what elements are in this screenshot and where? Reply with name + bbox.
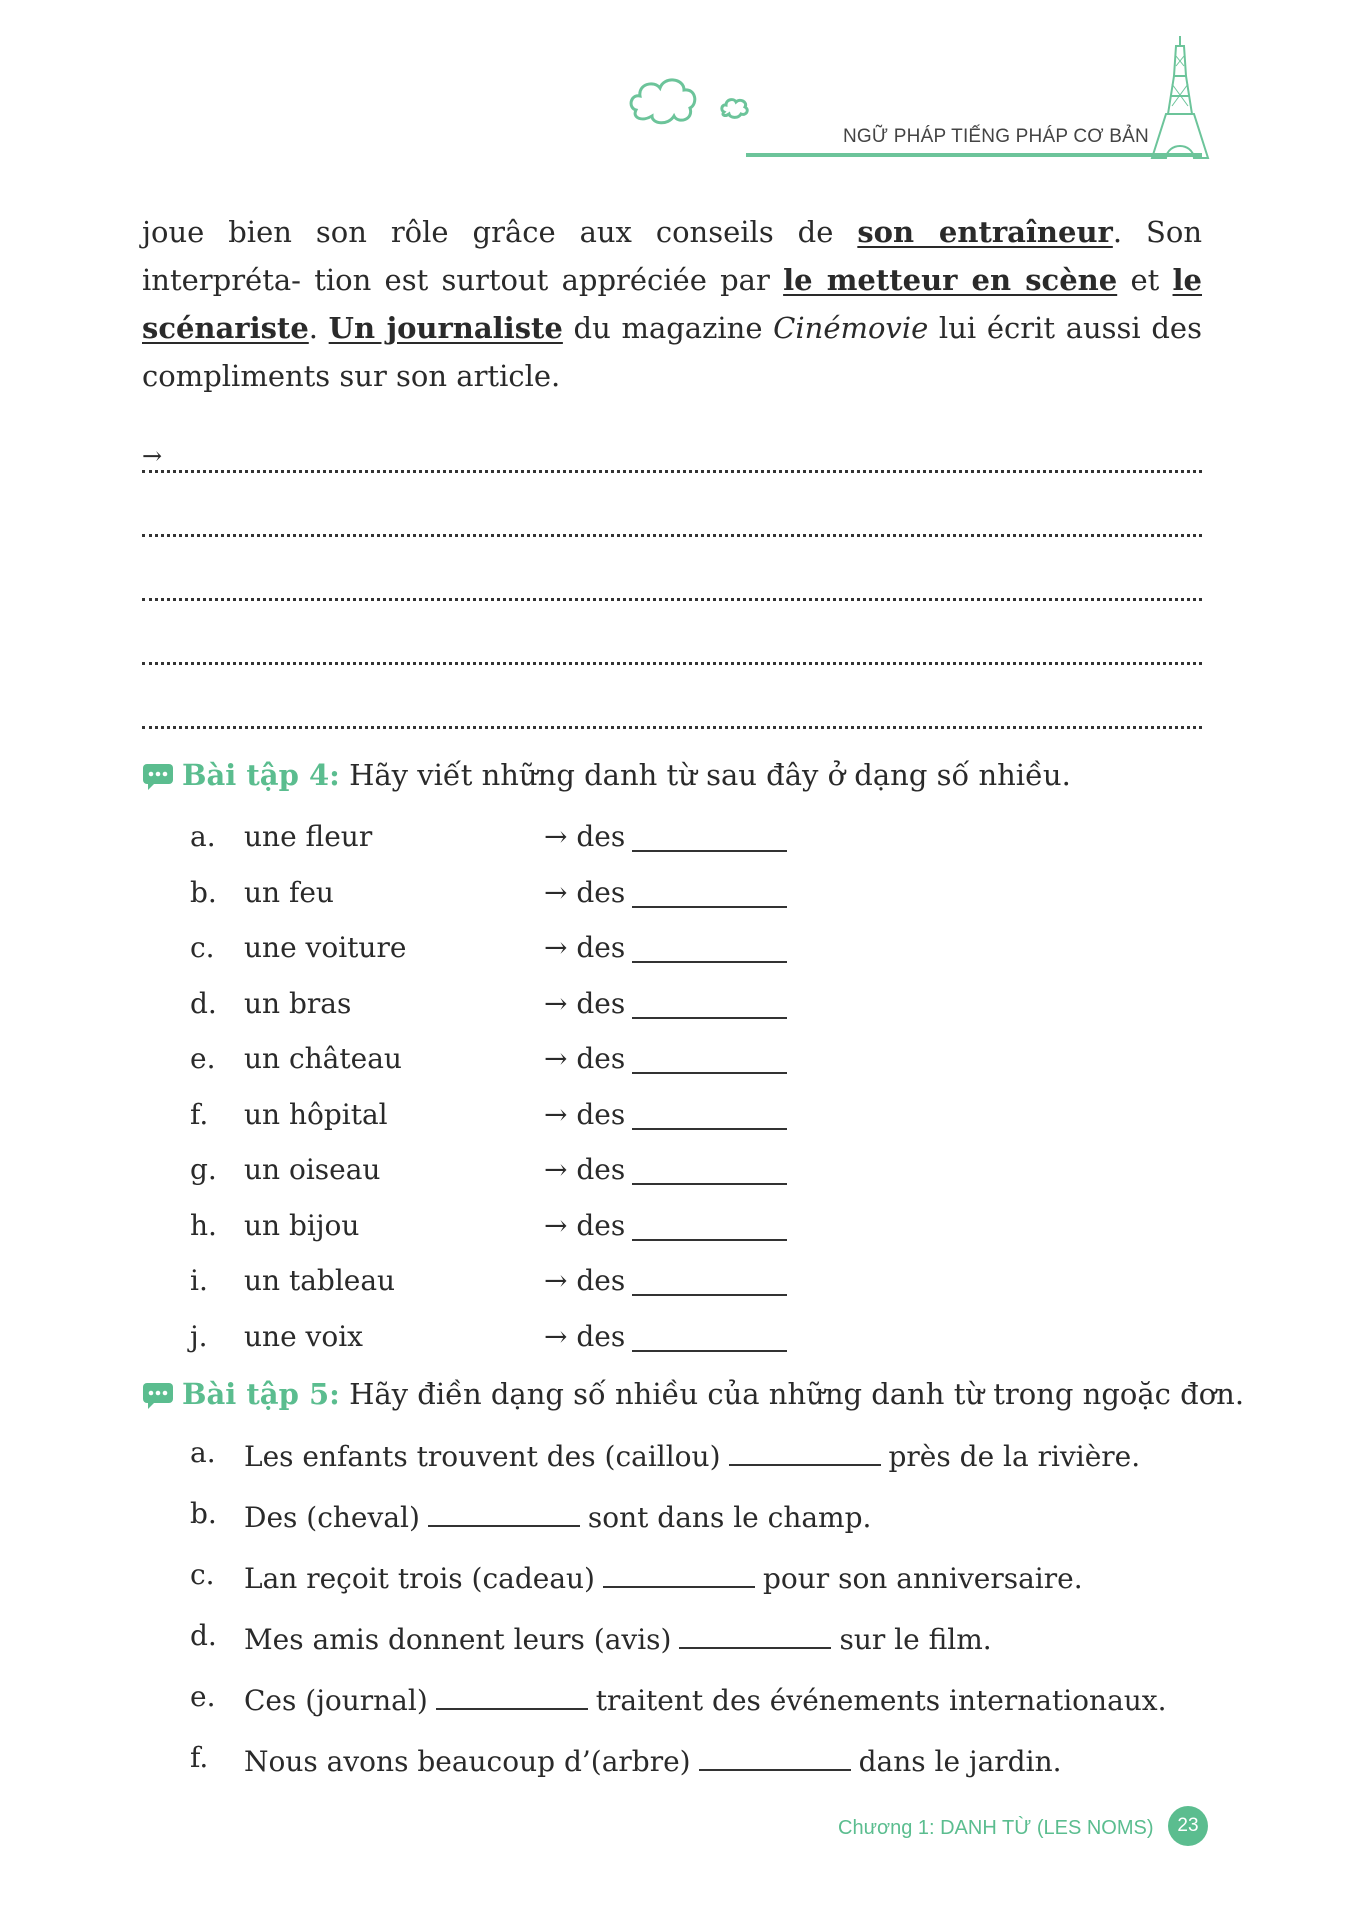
answer-blank[interactable]	[632, 1128, 787, 1130]
answer-blank[interactable]	[632, 906, 787, 908]
sentence-end: traitent des événements internationaux.	[595, 1684, 1167, 1717]
answer-blank[interactable]	[603, 1558, 755, 1588]
item-word: une fleur	[244, 820, 373, 853]
item-word: un tableau	[244, 1264, 396, 1297]
sentence-end: sont dans le champ.	[587, 1501, 872, 1534]
item-arrow: → des	[544, 1153, 626, 1186]
sentence-start: Des (cheval)	[244, 1501, 420, 1534]
answer-arrow: →	[142, 442, 166, 470]
item-word: un château	[244, 1042, 402, 1075]
underlined-noun: le scénariste	[142, 263, 1202, 345]
item-letter: c.	[190, 931, 215, 964]
answer-blank[interactable]	[632, 961, 787, 963]
item-word: un oiseau	[244, 1153, 381, 1186]
item-word: un bijou	[244, 1208, 360, 1242]
list-item	[190, 1209, 890, 1265]
paragraph-text: lui écrit aussi des compliments sur son article.	[142, 311, 1202, 393]
eiffel-tower-icon	[1150, 36, 1210, 160]
list-item	[190, 1153, 890, 1209]
list-item	[190, 876, 890, 932]
paragraph-text: et	[1117, 263, 1173, 297]
sentence-end: pour son anniversaire.	[762, 1562, 1083, 1595]
underlined-noun: Un journaliste	[328, 311, 563, 345]
sentence-start: Mes amis donnent leurs (avis)	[244, 1623, 672, 1656]
cloud-icon	[628, 72, 758, 132]
item-arrow: → des	[544, 1042, 626, 1075]
item-letter: f.	[190, 1741, 209, 1774]
answer-line[interactable]	[142, 504, 1202, 537]
sentence-end: près de la rivière.	[888, 1440, 1141, 1473]
answer-blank[interactable]	[679, 1619, 831, 1649]
list-item	[190, 1320, 890, 1376]
list-item	[190, 1264, 890, 1320]
item-letter: h.	[190, 1208, 217, 1242]
chapter-footer: Chương 1: DANH TỪ (LES NOMS)	[838, 1817, 1154, 1839]
list-item	[190, 1619, 1210, 1680]
answer-line[interactable]	[142, 440, 1202, 473]
item-word: une voix	[244, 1319, 363, 1353]
item-word: une voiture	[244, 931, 407, 964]
exercise-4-heading	[142, 758, 1071, 792]
item-letter: f.	[190, 1097, 209, 1131]
item-arrow: → des	[544, 1097, 626, 1131]
sentence-start: Lan reçoit trois (cadeau)	[244, 1562, 595, 1595]
list-item	[190, 1680, 1210, 1741]
list-item	[190, 1741, 1210, 1802]
answer-blank[interactable]	[632, 1072, 787, 1074]
page-number: 23	[1168, 1806, 1208, 1846]
exercise-paragraph	[142, 208, 1202, 400]
list-item	[190, 987, 890, 1043]
answer-blank[interactable]	[632, 1350, 787, 1352]
answer-blank[interactable]	[428, 1497, 580, 1527]
item-letter: b.	[190, 875, 217, 909]
header-divider	[746, 153, 1202, 157]
answer-blank[interactable]	[632, 1294, 787, 1296]
answer-line[interactable]	[142, 568, 1202, 601]
item-letter: i.	[190, 1264, 208, 1297]
sentence-end: dans le jardin.	[858, 1745, 1062, 1778]
paragraph-text: . Son interpréta- tion est surtout appréciée par	[142, 215, 1202, 297]
book-title: NGỮ PHÁP TIẾNG PHÁP CƠ BẢN	[843, 126, 1149, 147]
item-letter: d.	[190, 986, 217, 1020]
underlined-noun: le metteur en scène	[783, 263, 1118, 297]
sentence-start: Nous avons beaucoup d’(arbre)	[244, 1745, 691, 1778]
list-item	[190, 1042, 890, 1098]
page-header	[0, 0, 1355, 170]
exercise-5-label: Bài tập 5:	[182, 1377, 340, 1411]
exercise-4-label: Bài tập 4:	[182, 758, 340, 792]
list-item	[190, 931, 890, 987]
item-letter: a.	[190, 820, 216, 853]
sentence-start: Ces (journal)	[244, 1684, 428, 1717]
answer-blank[interactable]	[632, 1239, 787, 1241]
answer-blank[interactable]	[632, 1017, 787, 1019]
item-letter: a.	[190, 1436, 216, 1469]
item-letter: b.	[190, 1497, 217, 1530]
item-letter: e.	[190, 1042, 216, 1075]
exercise-5-instruction: Hãy điền dạng số nhiều của những danh từ trong ngoặc đơn.	[339, 1377, 1245, 1411]
item-letter: j.	[190, 1319, 208, 1353]
list-item	[190, 1558, 1210, 1619]
item-arrow: → des	[544, 1208, 626, 1242]
paragraph-text: du magazine	[562, 311, 774, 345]
answer-blank[interactable]	[632, 1183, 787, 1185]
list-item	[190, 1098, 890, 1154]
answer-blank[interactable]	[729, 1436, 881, 1466]
answer-blank[interactable]	[699, 1741, 851, 1771]
item-arrow: → des	[544, 1319, 626, 1353]
item-word: un bras	[244, 986, 352, 1020]
item-arrow: → des	[544, 875, 626, 909]
exercise-4-instruction: Hãy viết những danh từ sau đây ở dạng số nhiều.	[339, 758, 1071, 792]
answer-blank[interactable]	[436, 1680, 588, 1710]
list-item	[190, 1497, 1210, 1558]
sentence-end: sur le film.	[839, 1623, 992, 1656]
item-arrow: → des	[544, 931, 626, 964]
item-arrow: → des	[544, 820, 626, 853]
item-word: un hôpital	[244, 1097, 388, 1131]
item-letter: g.	[190, 1153, 217, 1186]
item-letter: d.	[190, 1619, 217, 1652]
underlined-noun: son entraîneur	[857, 215, 1113, 249]
item-word: un feu	[244, 875, 334, 909]
answer-line[interactable]	[142, 696, 1202, 729]
speech-bubble-icon	[142, 1382, 174, 1410]
item-arrow: → des	[544, 1264, 626, 1297]
answer-line[interactable]	[142, 632, 1202, 665]
list-item	[190, 1436, 1210, 1497]
item-arrow: → des	[544, 986, 626, 1020]
exercise-5-heading	[142, 1377, 1244, 1411]
answer-blank[interactable]	[632, 850, 787, 852]
paragraph-text: .	[308, 311, 329, 345]
item-letter: e.	[190, 1680, 216, 1713]
exercise-5-list	[190, 1436, 1210, 1802]
item-letter: c.	[190, 1558, 215, 1591]
sentence-start: Les enfants trouvent des (caillou)	[244, 1440, 721, 1473]
list-item	[190, 820, 890, 876]
speech-bubble-icon	[142, 763, 174, 791]
paragraph-text: joue bien son rôle grâce aux conseils de	[142, 215, 858, 249]
magazine-name: Cinémovie	[773, 311, 929, 345]
exercise-4-list	[190, 820, 890, 1375]
